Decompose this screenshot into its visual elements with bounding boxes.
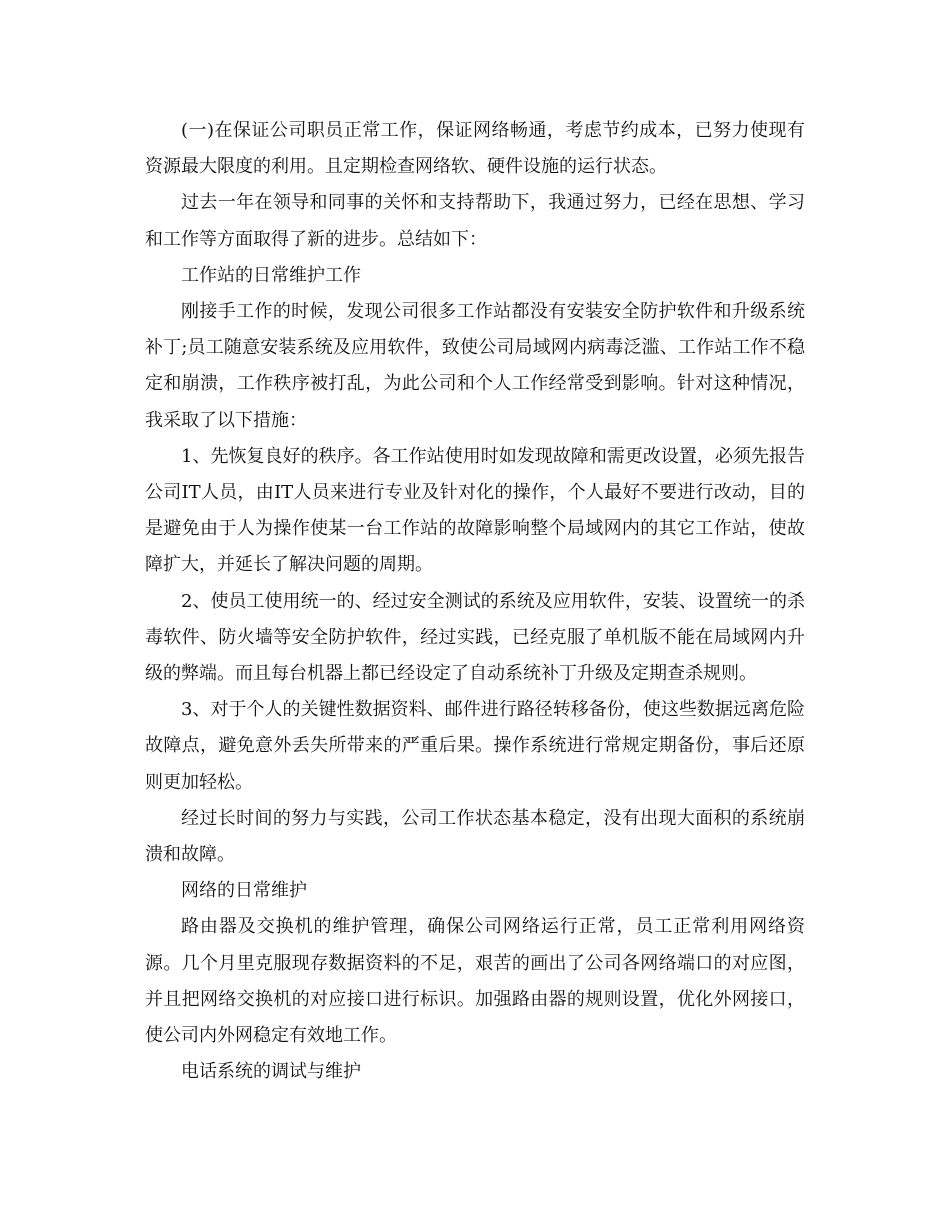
paragraph-summary: 过去一年在领导和同事的关怀和支持帮助下，我通过努力，已经在思想、学习和工作等方面取得了新的进步。总结如下： (145, 192, 805, 250)
paragraph-workstation-situation: 刚接手工作的时候，发现公司很多工作站都没有安装安全防护软件和升级系统补丁;员工随意安装系统及应用软件，致使公司局域网内病毒泛滥、工作站工作不稳定和崩溃，工作秩序被打乱，为此公司和个人工作经常受到影响。针对这种情况，我采取了以下措施： (145, 301, 805, 431)
document-body (145, 113, 805, 1090)
paragraph-measure-3: 3、对于个人的关键性数据资料、邮件进行路径转移备份，使这些数据远离危险故障点，避免意外丢失所带来的严重后果。操作系统进行常规定期备份，事后还原则更加轻松。 (145, 699, 805, 793)
heading-network-maintenance: 网络的日常维护 (181, 880, 307, 902)
heading-workstation-maintenance: 工作站的日常维护工作 (181, 264, 361, 286)
heading-phone-system: 电话系统的调试与维护 (181, 1061, 361, 1083)
paragraph-measure-1: 1、先恢复良好的秩序。各工作站使用时如发现故障和需更改设置，必须先报告公司IT人员，由IT人员来进行专业及针对化的操作，个人最好不要进行改动，目的是避免由于人为操作使某一台工作站的故障影响整个局域网内的其它工作站，使故障扩大，并延长了解决问题的周期。 (145, 445, 805, 576)
paragraph-intro: (一)在保证公司职员正常工作，保证网络畅通，考虑节约成本，已努力使现有资源最大限度的利用。且定期检查网络软、硬件设施的运行状态。 (145, 120, 805, 178)
paragraph-measure-2: 2、使员工使用统一的、经过安全测试的系统及应用软件，安装、设置统一的杀毒软件、防火墙等安全防护软件，经过实践，已经克服了单机版不能在局域网内升级的弊端。而且每台机器上都已经设定了自动系统补丁升级及定期查杀规则。 (145, 590, 805, 685)
paragraph-result: 经过长时间的努力与实践，公司工作状态基本稳定，没有出现大面积的系统崩溃和故障。 (145, 807, 805, 866)
paragraph-network: 路由器及交换机的维护管理，确保公司网络运行正常，员工正常利用网络资源。几个月里克服现存数据资料的不足，艰苦的画出了公司各网络端口的对应图，并且把网络交换机的对应接口进行标识。加强路由器的规则设置，优化外网接口，使公司内外网稳定有效地工作。 (145, 916, 805, 1047)
